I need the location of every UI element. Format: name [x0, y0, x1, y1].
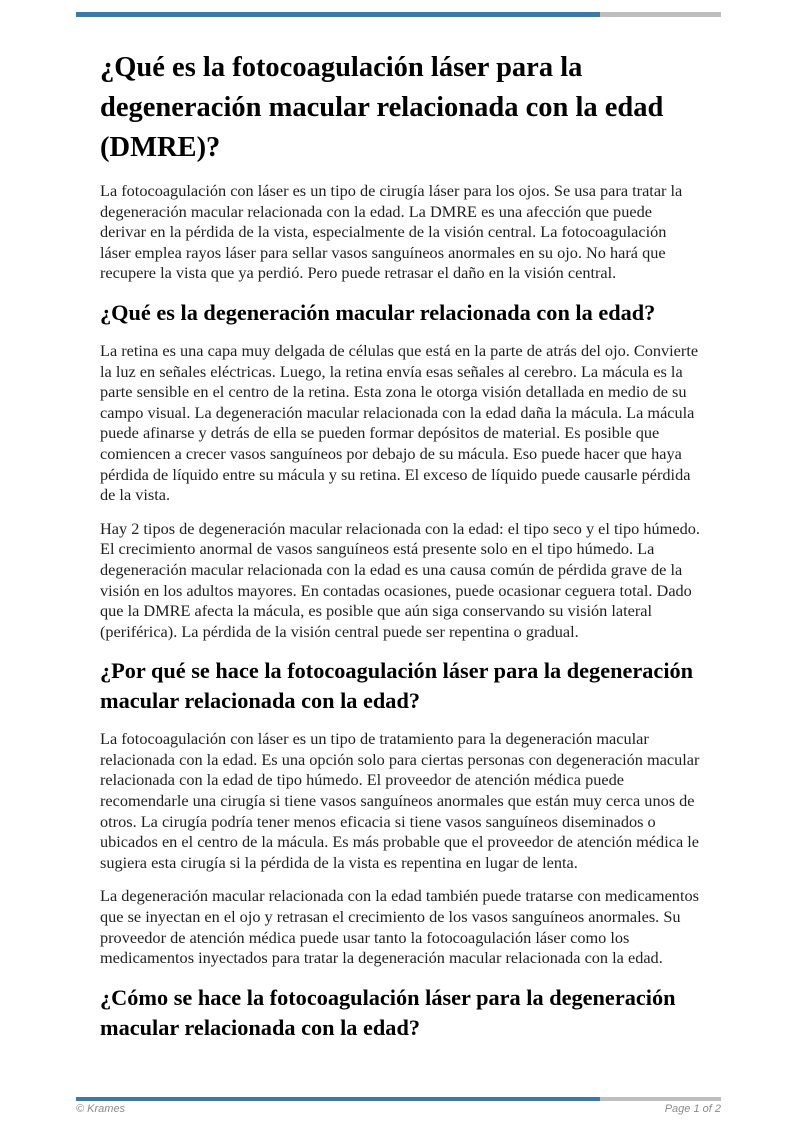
header-rule — [76, 12, 721, 17]
section-heading-how-done: ¿Cómo se hace la fotocoagulación láser para la degeneración macular relacionada con la edad? — [100, 984, 676, 1040]
footer-copyright: © Krames — [76, 1103, 126, 1115]
footer-page-number: Page 1 of 2 — [664, 1103, 721, 1115]
header-rule-blue-segment — [76, 12, 600, 17]
paragraph: La fotocoagulación con láser es un tipo de tratamiento para la degeneración macular relacionada con la edad. Es una opción solo para ciertas personas con degeneración macular relacionada con la edad de tipo húmedo. El proveedor de atención médica puede recomendarle una cirugía si tiene vasos sanguíneos anormales que están muy cerca unos de otros. La cirugía podría tener menos eficacia si tiene vasos sanguíneos diseminados o ubicados en el centro de la mácula. Es más probable que el proveedor de atención médica le sugiera esta cirugía si la pérdida de la vista es repentina en lugar de lenta. — [100, 729, 700, 872]
section-heading-what-is-amd: ¿Qué es la degeneración macular relacionada con la edad? — [100, 299, 656, 325]
footer-rule-blue-segment — [76, 1097, 600, 1101]
intro-paragraph: La fotocoagulación con láser es un tipo de cirugía láser para los ojos. Se usa para tratar la degeneración macular relacionada con la edad. La DMRE es una afección que puede derivar en la pérdida de la vista, especialmente de la visión central. La fotocoagulación láser emplea rayos láser para sellar vasos sanguíneos anormales en su ojo. No hará que recupere la vista que ya perdió. Pero puede retrasar el daño en la visión central. — [100, 181, 683, 283]
header-rule-gray-segment — [600, 12, 721, 17]
footer-rule-gray-segment — [600, 1097, 721, 1101]
paragraph: La degeneración macular relacionada con la edad también puede tratarse con medicamentos que se inyectan en el ojo y retrasan el crecimiento de los vasos sanguíneos anormales. Su proveedor de atención médica puede usar tanto la fotocoagulación láser como los medicamentos inyectados para tratar la degeneración macular relacionada con la edad. — [100, 886, 699, 968]
paragraph: La retina es una capa muy delgada de células que está en la parte de atrás del ojo. Convierte la luz en señales eléctricas. Luego, la retina envía esas señales al cerebro. La mácula es la parte sensible en el centro de la retina. Esta zona le otorga visión detallada en medio de su campo visual. La degeneración macular relacionada con la edad daña la mácula. La mácula puede afinarse y detrás de ella se pueden formar depósitos de material. Es posible que comiencen a crecer vasos sanguíneos por debajo de su mácula. Eso puede hacer que haya pérdida de líquido entre su mácula y su retina. El exceso de líquido puede causarle pérdida de la vista. — [100, 340, 699, 505]
paragraph: Hay 2 tipos de degeneración macular relacionada con la edad: el tipo seco y el tipo húmedo. El crecimiento anormal de vasos sanguíneos está presente solo en el tipo húmedo. La degeneración macular relacionada con la edad es una causa común de pérdida grave de la visión en los adultos mayores. En contadas ocasiones, puede ocasionar ceguera total. Dado que la DMRE afecta la mácula, es posible que aún siga conservando su visión lateral (periférica). La pérdida de la visión central puede ser repentina o gradual. — [100, 518, 700, 641]
page-title: ¿Qué es la fotocoagulación láser para la degeneración macular relacionada con la edad (DMRE)? — [100, 52, 664, 163]
section-heading-why-done: ¿Por qué se hace la fotocoagulación láser para la degeneración macular relacionada con la edad? — [100, 658, 694, 714]
document-body — [100, 48, 700, 1056]
footer-rule — [76, 1097, 721, 1101]
footer — [76, 1103, 721, 1115]
